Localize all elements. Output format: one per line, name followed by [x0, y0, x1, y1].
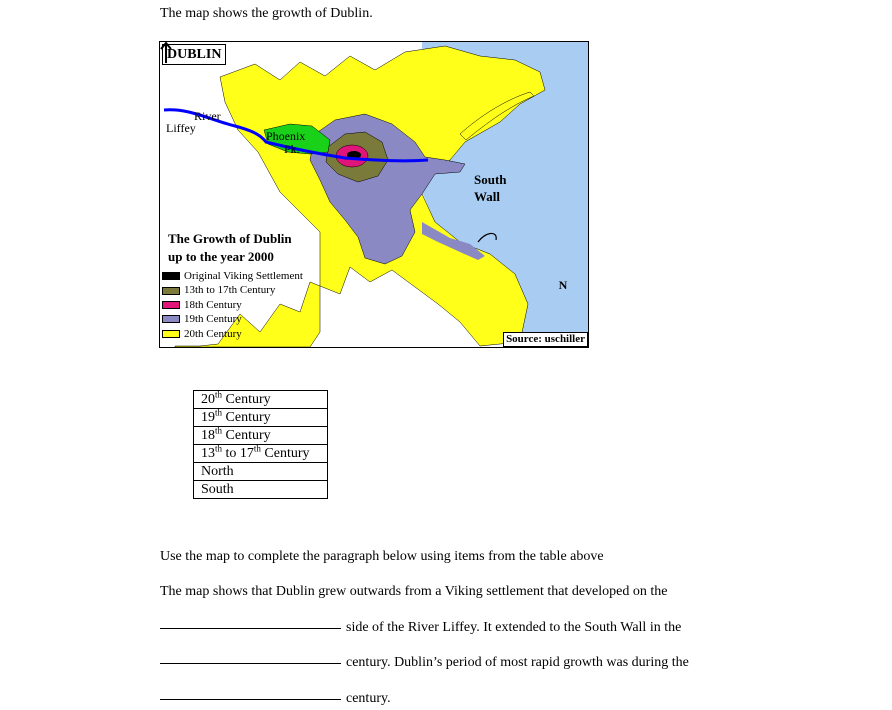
table-cell: South	[194, 481, 328, 499]
label-south: South	[474, 172, 507, 187]
label-wall: Wall	[474, 189, 501, 204]
legend-item	[162, 312, 303, 326]
legend-item	[162, 269, 303, 283]
table-cell: 13th to 17th Century	[194, 445, 328, 463]
answer-blank-2[interactable]	[160, 663, 341, 664]
table-row	[194, 463, 328, 481]
north-arrow-icon	[160, 42, 172, 64]
legend-swatch	[162, 330, 180, 338]
paragraph-line-3	[160, 655, 689, 671]
legend-swatch	[162, 301, 180, 309]
intro-text: The map shows the growth of Dublin.	[160, 6, 373, 21]
legend-title-line1: The Growth of Dublin	[168, 231, 292, 246]
legend-swatch	[162, 272, 180, 280]
label-pk: Pk.	[284, 142, 300, 156]
legend-swatch	[162, 315, 180, 323]
paragraph-line-2	[160, 620, 681, 636]
dublin-growth-map	[159, 41, 589, 348]
legend-label: 20th Century	[184, 327, 242, 340]
table-row	[194, 391, 328, 409]
legend-swatch	[162, 287, 180, 295]
table-cell: 19th Century	[194, 409, 328, 427]
paragraph-line-1: The map shows that Dublin grew outwards from a Viking settlement that developed on the	[160, 584, 668, 599]
table-row	[194, 481, 328, 499]
table-row	[194, 445, 328, 463]
paragraph-line-3-text: century. Dublin’s period of most rapid growth was during the	[346, 655, 689, 670]
table-row	[194, 427, 328, 445]
legend-label: 13th to 17th Century	[184, 284, 276, 297]
table-cell: North	[194, 463, 328, 481]
legend	[162, 269, 303, 341]
answer-blank-3[interactable]	[160, 699, 341, 700]
table-row	[194, 409, 328, 427]
paragraph-line-4-text: century.	[346, 691, 391, 706]
map-title: DUBLIN	[162, 44, 226, 65]
north-label: N	[558, 278, 568, 292]
source-label: Source: uschiller	[503, 332, 588, 347]
legend-item	[162, 327, 303, 341]
legend-title	[168, 230, 292, 266]
legend-title-line2: up to the year 2000	[168, 249, 274, 264]
legend-label: Original Viking Settlement	[184, 270, 303, 282]
paragraph-line-2-text: side of the River Liffey. It extended to the South Wall in the	[346, 620, 682, 635]
answer-blank-1[interactable]	[160, 628, 341, 629]
label-river: River	[194, 109, 221, 123]
table-cell: 20th Century	[194, 391, 328, 409]
label-liffey: Liffey	[166, 121, 196, 135]
instruction-text: Use the map to complete the paragraph below using items from the table above	[160, 549, 604, 564]
legend-label: 19th Century	[184, 313, 242, 326]
label-phoenix: Phoenix	[266, 129, 306, 143]
legend-label: 18th Century	[184, 298, 242, 311]
paragraph-line-4	[160, 691, 391, 707]
word-bank-table	[193, 390, 328, 499]
legend-item	[162, 283, 303, 297]
table-cell: 18th Century	[194, 427, 328, 445]
legend-item	[162, 298, 303, 312]
